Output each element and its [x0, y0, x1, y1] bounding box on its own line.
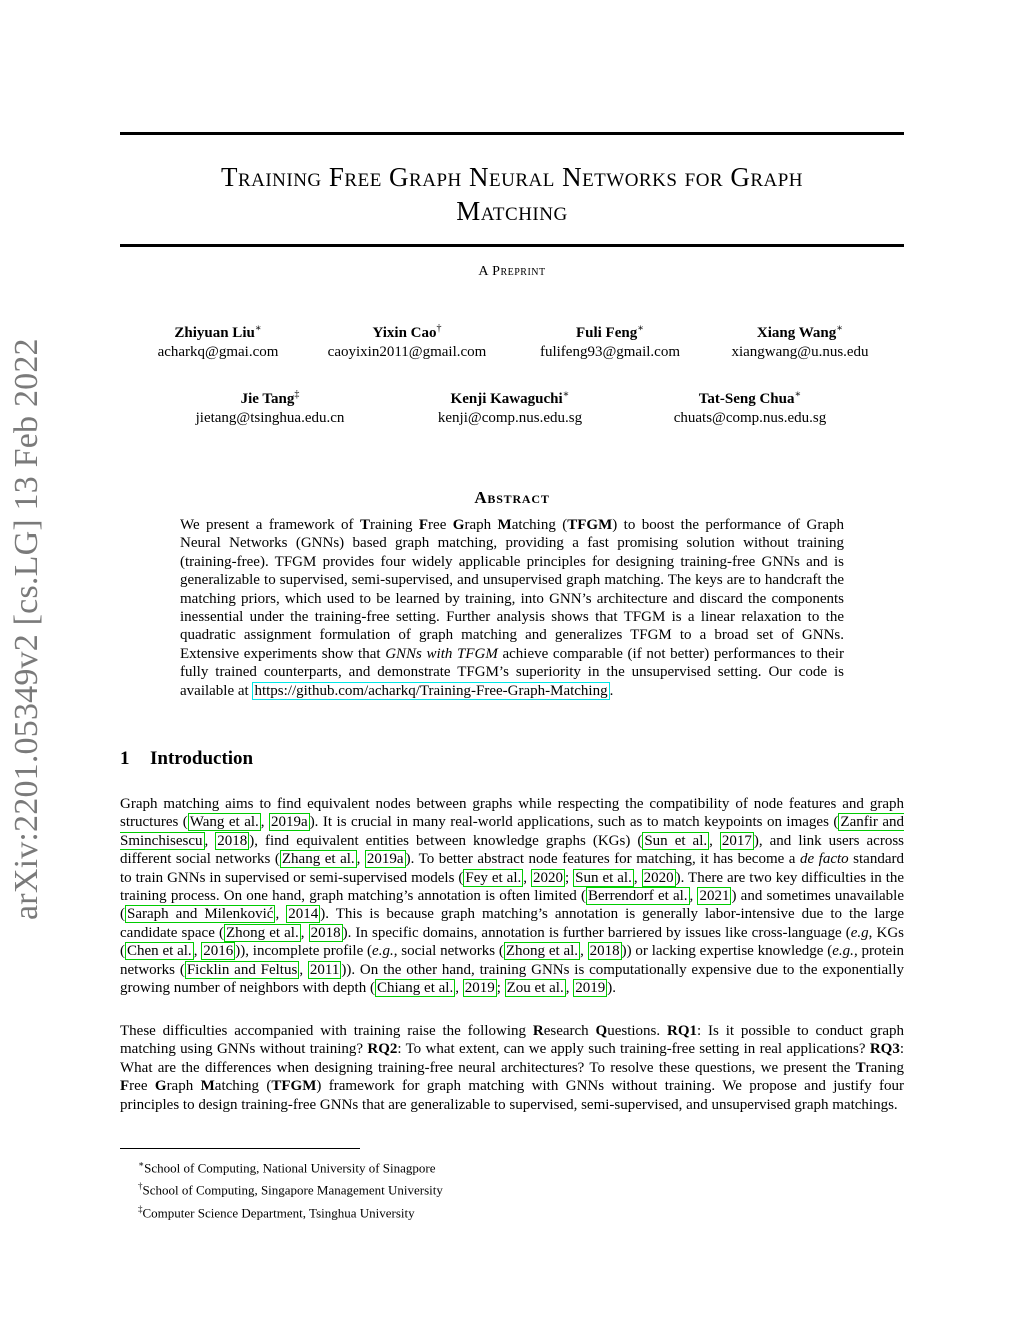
- citation-year-link[interactable]: 2020: [533, 869, 563, 886]
- citation-year-link[interactable]: 2019a: [366, 851, 404, 868]
- author-block: [716, 319, 884, 362]
- author-email: acharkq@gmai.com: [157, 344, 279, 360]
- citation-link[interactable]: Zhong et al.: [225, 924, 299, 941]
- intro-paragraph: These difficulties accompanied with training raise the following Research Questions. RQ1: Is it possible to conduct graph matching using GNNs without training? RQ2: To what extent, can we apply such training-free setting in real applications? RQ3: What are the differences when designing training-free neural architectures? To resolve these questions, we present the Traning Free Graph Matching (TFGM) framework for graph matching with GNNs without training. We propose and justify four principles to design training-free GNNs that are generalizable to supervised, semi-supervised, and unsupervised graph matchings.: [120, 1023, 904, 1113]
- author-name: Jie Tang‡: [240, 389, 300, 407]
- author-email: jietang@tsinghua.edu.cn: [195, 410, 345, 426]
- citation-year-link[interactable]: 2018: [310, 924, 341, 941]
- citation-year-link[interactable]: 2011: [309, 961, 340, 978]
- citation-year-link[interactable]: 2019: [575, 980, 606, 997]
- author-email: fulifeng93@gmail.com: [539, 344, 681, 360]
- author-block: [412, 385, 608, 428]
- citation-year-link[interactable]: 2019: [464, 980, 495, 997]
- citation-link[interactable]: Wang et al.: [189, 814, 259, 831]
- author-name: Tat-Seng Chua∗: [698, 389, 802, 407]
- title-top-rule: [120, 132, 904, 135]
- footnote: ‡Computer Science Department, Tsinghua University: [138, 1203, 415, 1220]
- author-name: Fuli Feng∗: [575, 323, 645, 341]
- citation-year-link[interactable]: 2018: [589, 943, 620, 960]
- paper-title: [120, 160, 904, 228]
- author-block: [172, 385, 368, 428]
- author-email: caoyixin2011@gmail.com: [327, 344, 487, 360]
- citation-link[interactable]: Fey et al.: [465, 869, 522, 886]
- citation-link[interactable]: Zanfir and Sminchisescu: [120, 814, 905, 849]
- citation-year-link[interactable]: 2016: [203, 943, 234, 960]
- section-number: 1: [120, 748, 130, 769]
- abstract-heading: Abstract: [474, 488, 550, 507]
- citation-link[interactable]: Sun et al.: [575, 869, 632, 886]
- author-email: xiangwang@u.nus.edu: [731, 344, 869, 360]
- intro-paragraph: Graph matching aims to find equivalent nodes between graphs while respecting the compatibility of node features and graph structures ( Wang et al. , 2019a ). It is crucial in many real-world applications, such as to match keypoints on images ( Zanfir and Sminchisescu , 2018 ), find equivalent entities between knowledge graphs (KGs) ( Sun et al. , 2017 ), and link users across different social networks ( Zhang et al. , 2019a ). To better abstract node features for matching, it has become a de facto standard to train GNNs in supervised or semi-supervised models ( Fey et al. , 2020 ; Sun et al. , 2020 ). There are two key difficulties in the training process. On one hand, graph matching’s annotation is often limited ( Berrendorf et al. , 2021 ) and sometimes unavailable ( Saraph and Milenković , 2014 ). This is because graph matching’s annotation is generally labor-intensive due to the large candidate space ( Zhong et al. , 2018 ). In specific domains, annotation is further barriered by issues like cross-language (e.g, KGs ( Chen et al. , 2016 )), incomplete profile (e.g., social networks ( Zhong et al. , 2018 )) or lacking expertise knowledge (e.g., protein networks ( Ficklin and Feltus , 2011 )). On the other hand, training GNNs is computationally expensive due to the exponentially growing number of neighbors with depth ( Chiang et al. , 2019 ; Zou et al. , 2019 ).: [120, 796, 905, 997]
- citation-year-link[interactable]: 2021: [699, 888, 730, 905]
- author-block: [140, 319, 296, 362]
- author-name: Yixin Cao†: [372, 323, 442, 341]
- citation-link[interactable]: Berrendorf et al.: [587, 888, 688, 905]
- citation-link[interactable]: Zhong et al.: [505, 943, 579, 960]
- citation-link[interactable]: Zou et al.: [506, 980, 564, 997]
- author-name: Xiang Wang∗: [756, 323, 844, 341]
- author-block: [310, 319, 504, 362]
- citation-link[interactable]: Chiang et al.: [376, 980, 454, 997]
- preprint-label: A Preprint: [478, 264, 546, 279]
- author-block: [652, 385, 848, 428]
- footnotes: [138, 1155, 443, 1222]
- author-email: chuats@comp.nus.edu.sg: [673, 410, 827, 426]
- title-line-1: Training Free Graph Neural Networks for Graph: [220, 162, 804, 192]
- section-heading: [120, 748, 253, 770]
- citation-link[interactable]: Chen et al.: [127, 943, 192, 960]
- abstract-body: We present a framework of Training Free Graph Matching (TFGM) to boost the performance of Graph Neural Networks (GNNs) based graph matching, providing a fast promising solution without training (training-free). TFGM provides four widely applicable principles for designing training-free GNNs and is generalizable to supervised, semi-supervised, and unsupervised graph matching. The keys are to handcraft the matching priors, which used to be learned by training, into GNN’s architecture and discard the components inessential under the training-free setting. Further analysis shows that TFGM is a linear relaxation to the quadratic assignment formulation of graph matching and generalizes TFGM to a broad set of GNNs. Extensive experiments show that GNNs with TFGM achieve comparable (if not better) performances to their fully trained counterparts, and demonstrate TFGM’s superiority in the unsupervised setting. Our code is available at https://github.com/acharkq/Training-Free-Graph-Matching .: [180, 517, 844, 699]
- citation-year-link[interactable]: 2017: [721, 832, 752, 849]
- citation-link[interactable]: Ficklin and Feltus: [186, 961, 298, 978]
- footnote: ∗School of Computing, National University of Sinagpore: [138, 1159, 436, 1176]
- citation-year-link[interactable]: 2014: [288, 906, 319, 923]
- footnote-rule: [120, 1148, 360, 1149]
- section-title: Introduction: [150, 748, 254, 769]
- author-email: kenji@comp.nus.edu.sg: [437, 410, 583, 426]
- citation-link[interactable]: Saraph and Milenković: [127, 906, 274, 923]
- author-block: [524, 319, 696, 362]
- code-repository-link[interactable]: https://github.com/acharkq/Training-Free-Graph-Matching: [254, 682, 608, 699]
- citation-link[interactable]: Sun et al.: [644, 832, 708, 849]
- citation-link[interactable]: Zhang et al.: [281, 851, 355, 868]
- title-line-2: Matching: [456, 196, 568, 226]
- arxiv-identifier: arXiv:2201.05349v2 [cs.LG] 13 Feb 2022: [8, 338, 45, 920]
- footnote: †School of Computing, Singapore Management University: [138, 1181, 443, 1198]
- citation-year-link[interactable]: 2019a: [271, 814, 308, 831]
- citation-year-link[interactable]: 2018: [217, 832, 248, 849]
- title-bottom-rule: [120, 244, 904, 247]
- author-name: Zhiyuan Liu∗: [174, 323, 262, 341]
- author-name: Kenji Kawaguchi∗: [450, 389, 570, 407]
- citation-year-link[interactable]: 2020: [643, 869, 674, 886]
